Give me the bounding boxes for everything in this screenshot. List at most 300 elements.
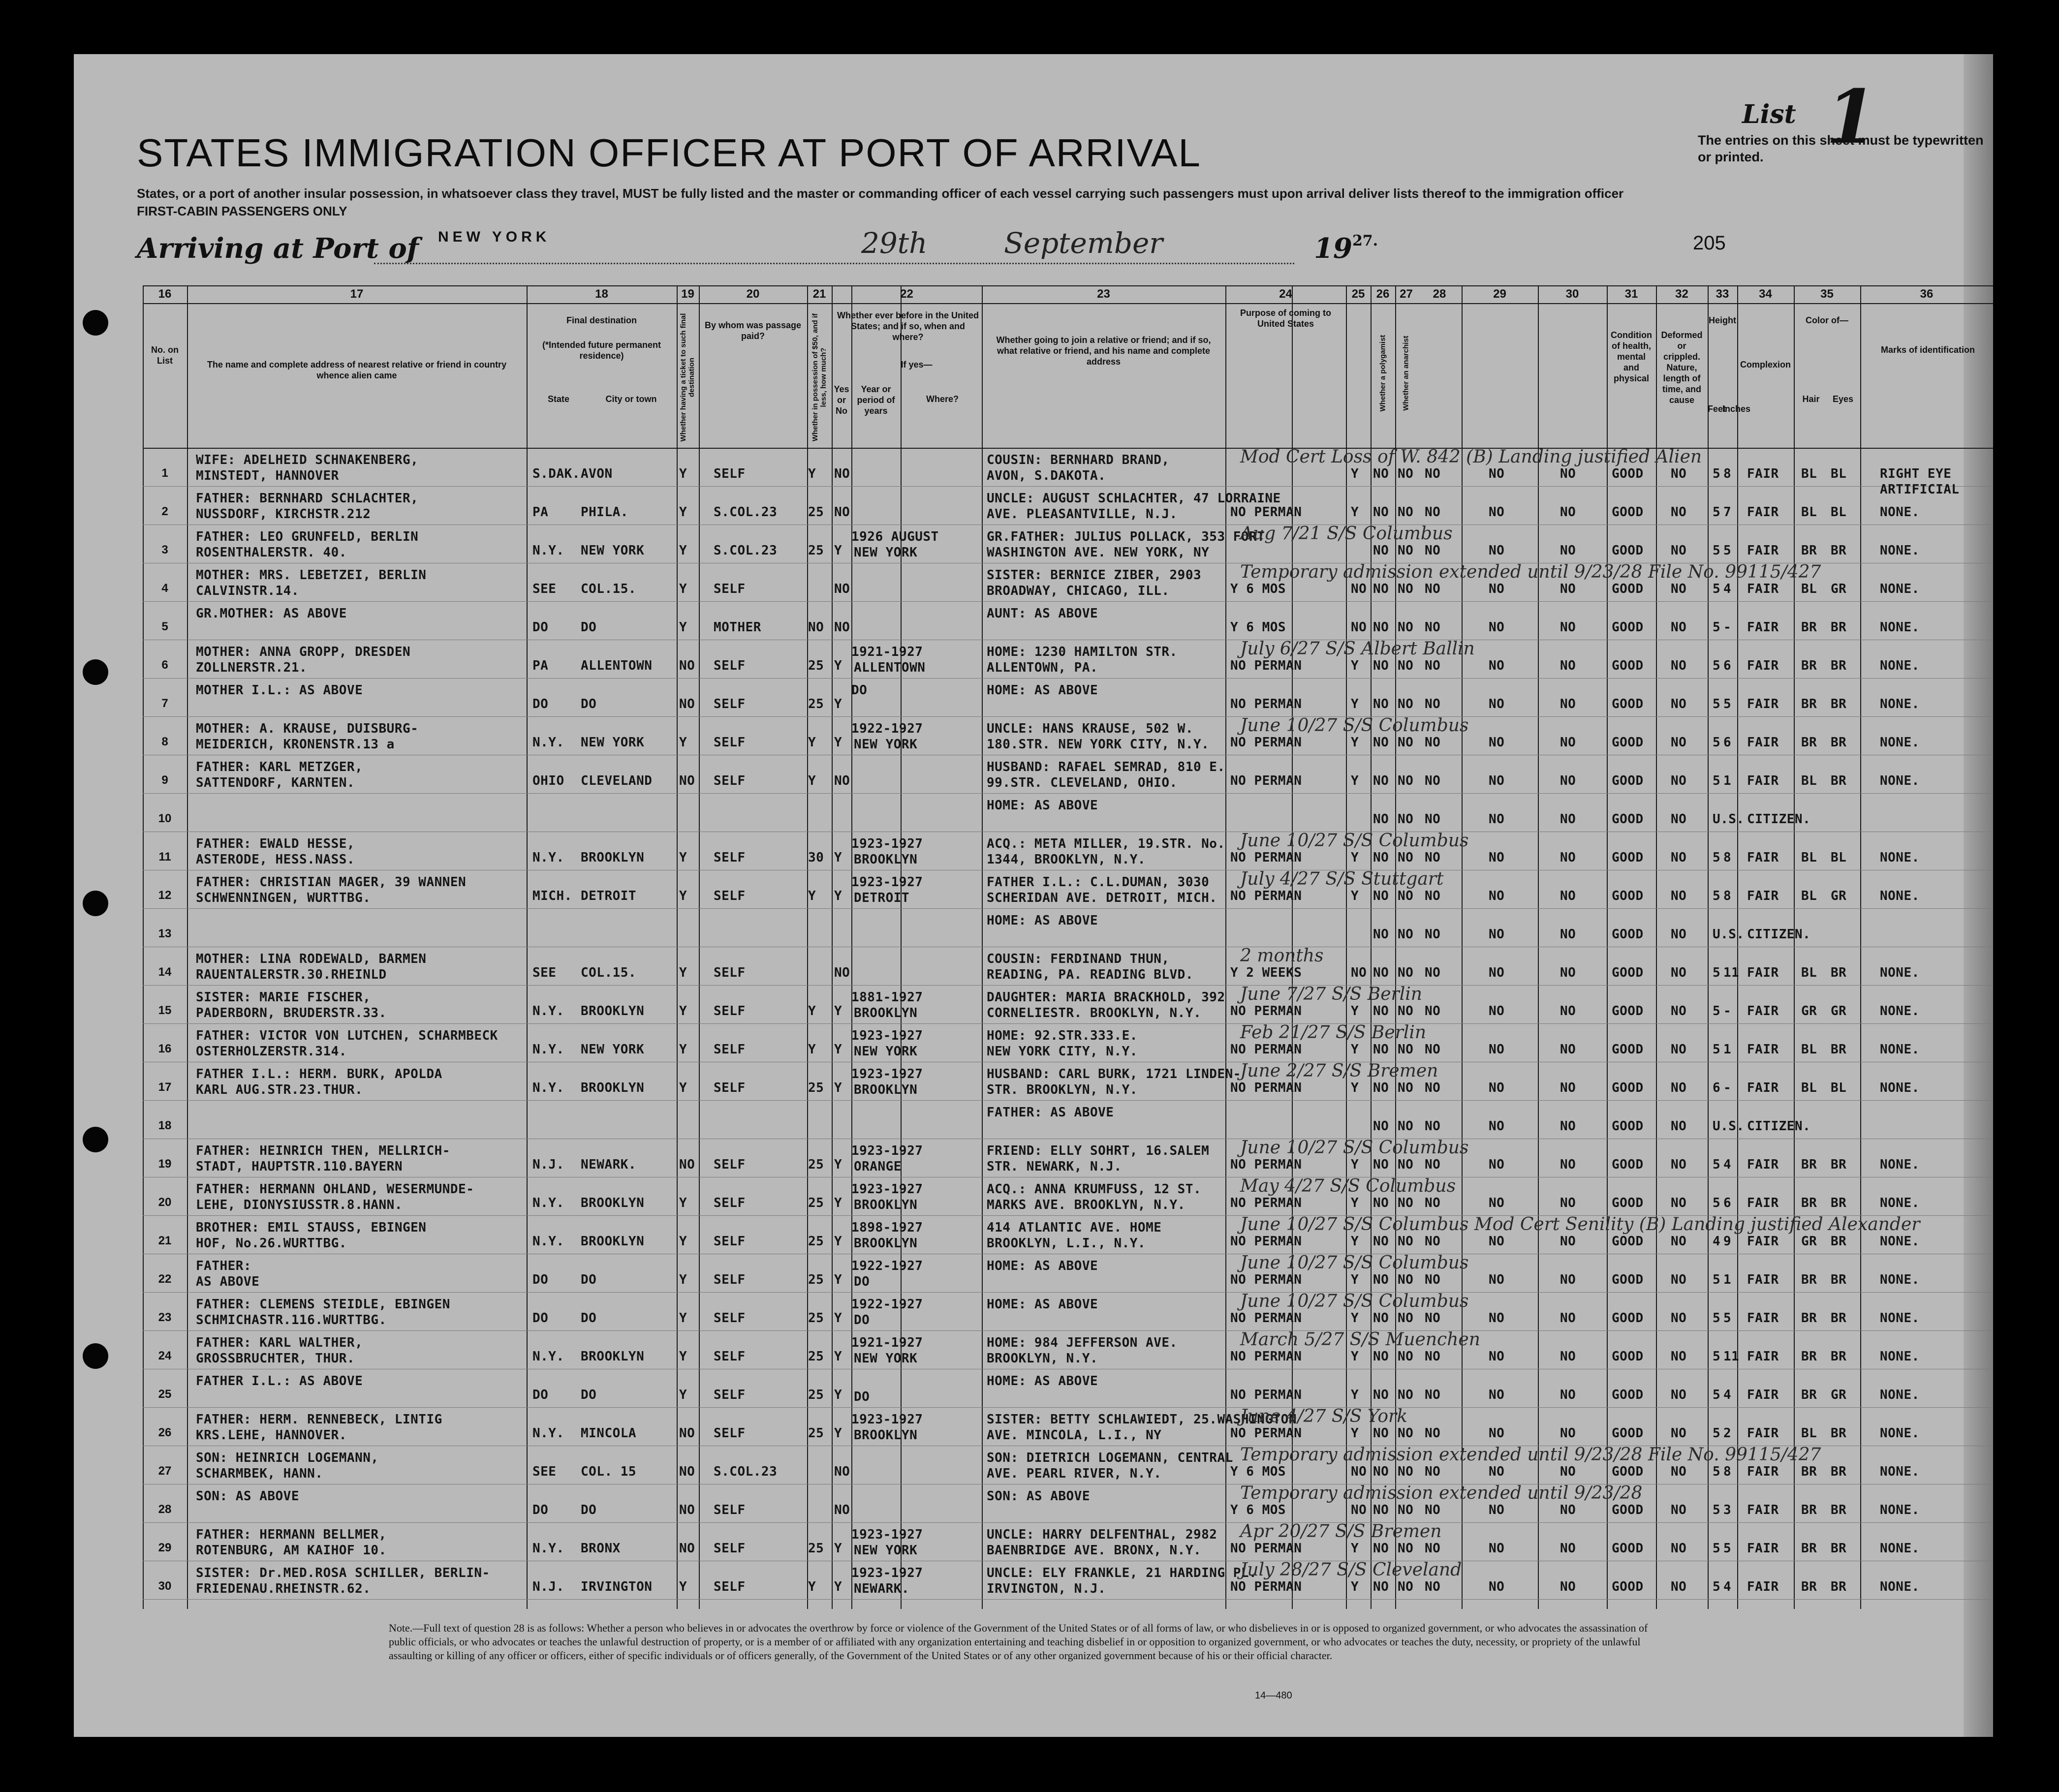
cell-q28: NO	[1425, 850, 1441, 865]
cell-relative-line1: FATHER I.L.: AS ABOVE	[196, 1374, 363, 1389]
cell-ever-before: NO	[834, 582, 850, 596]
row-number: 18	[158, 1119, 172, 1132]
cell-inches: 6	[1723, 1196, 1732, 1210]
header-purpose: Purpose of coming to United States	[1240, 308, 1331, 329]
cell-deformed: NO	[1671, 1388, 1687, 1402]
cell-complexion: FAIR	[1747, 1464, 1779, 1479]
column-divider	[699, 285, 700, 1609]
cell-relative-line1: SISTER: Dr.MED.ROSA SCHILLER, BERLIN-	[196, 1566, 490, 1580]
cell-eyes: BR	[1831, 1196, 1847, 1210]
cell-deformed: NO	[1671, 889, 1687, 903]
cell-joining-line1: COUSIN: BERNHARD BRAND,	[987, 453, 1170, 467]
page-subtitle	[137, 185, 1712, 220]
cell-citizen-intent: Y	[1351, 1349, 1359, 1364]
cell-years: 1923-1927	[851, 1412, 923, 1427]
cell-city: COL.15.	[581, 965, 637, 980]
cell-q29: NO	[1489, 1196, 1505, 1210]
header-inches: Inches	[1722, 404, 1751, 414]
cell-inches: 4	[1723, 582, 1732, 596]
cell-inches: 8	[1723, 466, 1732, 481]
cell-stay: NO PERMAN	[1230, 1234, 1302, 1249]
cell-q30: NO	[1560, 1426, 1576, 1441]
row-number: 13	[158, 927, 172, 940]
cell-polygamist: NO	[1373, 1196, 1389, 1210]
cell-years: 1923-1927	[851, 1067, 923, 1081]
cell-anarchist: NO	[1398, 1272, 1414, 1287]
cell-inches: 8	[1723, 1464, 1732, 1479]
header-marks: Marks of identification	[1880, 345, 1975, 355]
cell-state: DO	[532, 620, 549, 635]
cell-joining-line2: NEW YORK CITY, N.Y.	[987, 1044, 1138, 1059]
cell-deformed: NO	[1671, 582, 1687, 596]
header-yes-no: Yes or No	[834, 384, 849, 416]
cell-anarchist: NO	[1398, 927, 1414, 942]
cell-ticket: Y	[679, 582, 687, 596]
cell-health: GOOD	[1612, 1349, 1644, 1364]
cell-q28: NO	[1425, 1503, 1441, 1517]
cell-health: GOOD	[1612, 773, 1644, 788]
cell-relative-line2: LEHE, DIONYSIUSSTR.8.HANN.	[196, 1198, 403, 1212]
cell-ever-before: Y	[834, 1541, 842, 1556]
row-rule	[143, 1023, 1993, 1024]
cell-citizen-intent: Y	[1351, 1272, 1359, 1287]
cell-relative-line2: RAUENTALERSTR.30.RHEINLD	[196, 967, 387, 982]
row-rule	[143, 1599, 1993, 1600]
cell-relative-line2: CALVINSTR.14.	[196, 584, 299, 598]
row-rule	[143, 1292, 1993, 1293]
row-number: 16	[158, 1042, 172, 1055]
cell-stay: NO PERMAN	[1230, 658, 1302, 673]
cell-complexion: FAIR	[1747, 466, 1779, 481]
column-number: 19	[681, 287, 694, 301]
cell-state: N.J.	[532, 1579, 564, 1594]
cell-hair: BR	[1801, 1311, 1817, 1326]
cell-complexion: FAIR	[1747, 965, 1779, 980]
cell-health: GOOD	[1612, 1464, 1644, 1479]
column-divider	[1538, 285, 1539, 1609]
cell-ever-before: Y	[834, 850, 842, 865]
cell-where: BROOKLYN	[854, 1082, 918, 1097]
cell-joining-line2: CORNELIESTR. BROOKLYN, N.Y.	[987, 1006, 1202, 1020]
cell-marks: NONE.	[1880, 889, 1920, 903]
cell-q30: NO	[1560, 812, 1576, 827]
manifest-sheet	[74, 54, 1993, 1737]
cell-state: N.Y.	[532, 735, 564, 750]
cell-polygamist: NO	[1373, 965, 1389, 980]
subtitle-text: States, or a port of another insular possession, in whatsoever class they travel, MUST be fully listed and the master or commanding officer of each vessel carrying such passengers must upon arrival deliver lists thereof to the immigration officer	[137, 186, 1624, 201]
column-divider	[851, 285, 852, 1609]
cell-years: 1923-1927	[851, 875, 923, 890]
cell-inches: 1	[1723, 1272, 1732, 1287]
cell-joining-line2: AVON, S.DAKOTA.	[987, 468, 1106, 483]
cell-joining-line2: AVE. PLEASANTVILLE, N.J.	[987, 507, 1178, 522]
cell-deformed: NO	[1671, 1464, 1687, 1479]
cell-eyes: BR	[1831, 1349, 1847, 1364]
cell-city: DO	[581, 1311, 597, 1326]
cell-money: Y	[808, 889, 816, 903]
cell-q29: NO	[1489, 1426, 1505, 1441]
cell-relative-line1: WIFE: ADELHEID SCHNAKENBERG,	[196, 453, 419, 467]
cell-anarchist: NO	[1398, 505, 1414, 520]
cell-joining-line1: ACQ.: META MILLER, 19.STR. No.	[987, 836, 1225, 851]
cell-stay: Y 6 MOS	[1230, 620, 1286, 635]
cell-hair: BR	[1801, 1349, 1817, 1364]
cell-ticket: Y	[679, 1579, 687, 1594]
cell-anarchist: NO	[1398, 1579, 1414, 1594]
column-divider	[832, 285, 833, 1609]
cell-q29: NO	[1489, 1464, 1505, 1479]
cell-marks: NONE.	[1880, 1157, 1920, 1172]
cell-inches: 2	[1723, 1426, 1732, 1441]
cell-hair: BR	[1801, 1196, 1817, 1210]
cell-state: DO	[532, 697, 549, 711]
cell-feet: 5	[1713, 1196, 1721, 1210]
column-number: 16	[158, 287, 172, 301]
cell-ticket: Y	[679, 1004, 687, 1019]
cell-stay: NO PERMAN	[1230, 850, 1302, 865]
cell-passage-paid: SELF	[714, 1541, 746, 1556]
column-divider	[1656, 285, 1657, 1609]
cell-citizen-intent: Y	[1351, 505, 1359, 520]
cell-citizen-intent: Y	[1351, 1196, 1359, 1210]
cell-q28: NO	[1425, 927, 1441, 942]
cell-q30: NO	[1560, 658, 1576, 673]
port-line	[374, 263, 1294, 264]
cell-inches: 4	[1723, 1388, 1732, 1402]
handwritten-annotation: June 10/27 S/S Columbus	[1240, 715, 1469, 736]
cell-health: GOOD	[1612, 889, 1644, 903]
cell-deformed: NO	[1671, 1234, 1687, 1249]
cell-marks: NONE.	[1880, 658, 1920, 673]
cell-q29: NO	[1489, 543, 1505, 558]
cell-polygamist: NO	[1373, 1081, 1389, 1095]
cell-joining-line2: STR. BROOKLYN, N.Y.	[987, 1082, 1138, 1097]
cell-state: N.Y.	[532, 1042, 564, 1057]
cell-relative-line1: MOTHER I.L.: AS ABOVE	[196, 683, 363, 698]
cell-inches: 3	[1723, 1503, 1732, 1517]
cell-health: GOOD	[1612, 466, 1644, 481]
cell-ever-before: Y	[834, 1081, 842, 1095]
cell-state: DO	[532, 1272, 549, 1287]
column-divider	[677, 285, 678, 1609]
cell-marks: NONE.	[1880, 505, 1920, 520]
cell-polygamist: NO	[1373, 1388, 1389, 1402]
cell-joining-line1: FATHER: AS ABOVE	[987, 1105, 1114, 1120]
cell-state: PA	[532, 505, 549, 520]
cell-inches: 8	[1723, 850, 1732, 865]
cell-money: 25	[808, 505, 824, 520]
header-where: Where?	[926, 394, 959, 404]
cell-inches: -	[1723, 1004, 1732, 1019]
cell-passage-paid: SELF	[714, 735, 746, 750]
cell-where: NEW YORK	[854, 545, 918, 560]
cell-years: 1921-1927	[851, 1335, 923, 1350]
cell-ticket: Y	[679, 505, 687, 520]
cell-deformed: NO	[1671, 1081, 1687, 1095]
cell-passage-paid: SELF	[714, 850, 746, 865]
cell-joining-line1: HUSBAND: RAFAEL SEMRAD, 810 E.	[987, 760, 1225, 774]
cell-q29: NO	[1489, 697, 1505, 711]
cell-ticket: Y	[679, 735, 687, 750]
cell-citizen-intent: Y	[1351, 889, 1359, 903]
cell-q28: NO	[1425, 812, 1441, 827]
cell-joining-line1: UNCLE: HARRY DELFENTHAL, 2982	[987, 1527, 1217, 1542]
cell-deformed: NO	[1671, 1541, 1687, 1556]
cell-citizen-intent: Y	[1351, 1081, 1359, 1095]
cell-passage-paid: MOTHER	[714, 620, 761, 635]
handwritten-annotation: June 10/27 S/S Columbus	[1240, 1253, 1469, 1273]
cell-complexion: FAIR	[1747, 620, 1779, 635]
cell-relative-line2: MINSTEDT, HANNOVER	[196, 468, 339, 483]
cell-inches: 5	[1723, 697, 1732, 711]
cell-passage-paid: SELF	[714, 1081, 746, 1095]
cell-anarchist: NO	[1398, 658, 1414, 673]
cell-relative-line1: SON: AS ABOVE	[196, 1489, 299, 1504]
punch-hole	[83, 891, 108, 916]
cell-eyes: GR	[1831, 1004, 1847, 1019]
cell-complexion: FAIR	[1747, 889, 1779, 903]
cell-eyes: BR	[1831, 620, 1847, 635]
cell-eyes: BR	[1831, 1234, 1847, 1249]
cell-q28: NO	[1425, 620, 1441, 635]
column-divider	[1737, 285, 1738, 1609]
header-ticket: Whether having a ticket to such final destination	[679, 313, 696, 442]
column-number: 29	[1493, 287, 1506, 301]
cell-complexion: CITIZEN.	[1747, 927, 1811, 942]
column-number: 22	[900, 287, 913, 301]
cell-joining-line1: SISTER: BERNICE ZIBER, 2903	[987, 568, 1202, 583]
cell-q30: NO	[1560, 1388, 1576, 1402]
cell-years: DO	[851, 683, 868, 698]
cell-feet: 5	[1713, 1464, 1721, 1479]
cell-complexion: FAIR	[1747, 1388, 1779, 1402]
cell-marks: NONE.	[1880, 1503, 1920, 1517]
cell-where: DO	[854, 1313, 870, 1328]
cell-q29: NO	[1489, 1541, 1505, 1556]
cell-health: GOOD	[1612, 505, 1644, 520]
cell-city: BROOKLYN	[581, 1004, 645, 1019]
cell-citizen-intent: Y	[1351, 1579, 1359, 1594]
cell-anarchist: NO	[1398, 1388, 1414, 1402]
cell-years: 1898-1927	[851, 1220, 923, 1235]
cell-ever-before: Y	[834, 889, 842, 903]
column-divider	[1462, 285, 1463, 1609]
cell-feet: 5	[1713, 773, 1721, 788]
cell-feet: 5	[1713, 658, 1721, 673]
cell-complexion: FAIR	[1747, 1042, 1779, 1057]
column-number: 27	[1400, 287, 1413, 301]
cell-health: GOOD	[1612, 1388, 1644, 1402]
cell-relative-line2: STADT, HAUPTSTR.110.BAYERN	[196, 1159, 403, 1174]
cell-marks: NONE.	[1880, 1541, 1920, 1556]
cell-marks: NONE.	[1880, 1004, 1920, 1019]
column-number: 31	[1624, 287, 1638, 301]
arriving-label: Arriving at Port of	[137, 232, 419, 265]
row-rule	[143, 716, 1993, 717]
cell-inches: 6	[1723, 658, 1732, 673]
row-number: 21	[158, 1234, 172, 1247]
row-number: 15	[158, 1004, 172, 1017]
cell-q29: NO	[1489, 658, 1505, 673]
cell-q28: NO	[1425, 582, 1441, 596]
cell-joining-line2: READING, PA. READING BLVD.	[987, 967, 1193, 982]
cell-ticket: Y	[679, 1311, 687, 1326]
cell-health: GOOD	[1612, 1119, 1644, 1134]
cell-stay: NO PERMAN	[1230, 735, 1302, 750]
cell-passage-paid: SELF	[714, 1349, 746, 1364]
cell-joining-line1: HOME: AS ABOVE	[987, 1374, 1098, 1389]
cell-money: 25	[808, 1541, 824, 1556]
cell-polygamist: NO	[1373, 850, 1389, 865]
row-number: 19	[158, 1157, 172, 1171]
cell-inches: 8	[1723, 889, 1732, 903]
cell-ticket: Y	[679, 850, 687, 865]
row-number: 2	[161, 505, 168, 518]
page-title: STATES IMMIGRATION OFFICER AT PORT OF ARRIVAL	[137, 131, 1201, 175]
cell-q30: NO	[1560, 1004, 1576, 1019]
cell-feet: U.S.	[1713, 927, 1745, 942]
cell-joining-line1: HOME: 1230 HAMILTON STR.	[987, 645, 1178, 659]
cell-money: 30	[808, 850, 824, 865]
handwritten-annotation: 2 months	[1240, 946, 1324, 966]
colnum-rule	[143, 303, 1993, 304]
cell-stay: NO PERMAN	[1230, 1272, 1302, 1287]
cell-anarchist: NO	[1398, 850, 1414, 865]
handwritten-annotation: March 5/27 S/S Muenchen	[1240, 1329, 1480, 1350]
cell-ticket: NO	[679, 1464, 695, 1479]
cell-q28: NO	[1425, 1311, 1441, 1326]
cell-citizen-intent: Y	[1351, 1541, 1359, 1556]
cell-hair: GR	[1801, 1234, 1817, 1249]
cell-relative-line2: HOF, No.26.WURTTBG.	[196, 1236, 347, 1251]
cell-feet: 5	[1713, 1426, 1721, 1441]
cell-q30: NO	[1560, 620, 1576, 635]
cell-health: GOOD	[1612, 965, 1644, 980]
cell-eyes: GR	[1831, 1388, 1847, 1402]
cell-state: N.Y.	[532, 1081, 564, 1095]
cell-ever-before: Y	[834, 697, 842, 711]
cell-relative-line1: FATHER: KARL METZGER,	[196, 760, 363, 774]
cell-relative-line1: FATHER: CHRISTIAN MAGER, 39 WANNEN	[196, 875, 467, 890]
cell-stay: NO PERMAN	[1230, 1311, 1302, 1326]
cell-where: NEW YORK	[854, 1351, 918, 1366]
cell-city: DO	[581, 1388, 597, 1402]
cell-q29: NO	[1489, 927, 1505, 942]
cell-marks: NONE.	[1880, 773, 1920, 788]
cell-health: GOOD	[1612, 543, 1644, 558]
cell-passage-paid: S.COL.23	[714, 543, 778, 558]
cell-city: BROOKLYN	[581, 1196, 645, 1210]
cell-complexion: CITIZEN.	[1747, 1119, 1811, 1134]
header-condition: Condition of health, mental and physical	[1611, 330, 1652, 383]
cell-hair: BR	[1801, 1388, 1817, 1402]
cell-marks: NONE.	[1880, 1272, 1920, 1287]
cell-deformed: NO	[1671, 505, 1687, 520]
cell-health: GOOD	[1612, 1272, 1644, 1287]
cell-hair: BL	[1801, 466, 1817, 481]
cell-feet: 5	[1713, 1157, 1721, 1172]
cell-hair: BR	[1801, 1579, 1817, 1594]
cell-q28: NO	[1425, 1426, 1441, 1441]
cell-ticket: NO	[679, 1157, 695, 1172]
handwritten-annotation: May 4/27 S/S Columbus	[1240, 1176, 1456, 1196]
cell-where: BROOKLYN	[854, 1198, 918, 1212]
cell-years: 1921-1927	[851, 645, 923, 659]
cell-state: SEE	[532, 965, 557, 980]
cell-marks: NONE.	[1880, 582, 1920, 596]
cell-q30: NO	[1560, 1503, 1576, 1517]
column-divider	[1794, 285, 1795, 1609]
table-top-rule	[143, 285, 1993, 286]
cell-years: 1922-1927	[851, 721, 923, 736]
header-color-of: Color of—	[1806, 315, 1848, 325]
row-number: 14	[158, 965, 172, 979]
cell-joining-line1: HOME: AS ABOVE	[987, 683, 1098, 698]
cell-joining-line2: WASHINGTON AVE. NEW YORK, NY	[987, 545, 1210, 560]
cell-q30: NO	[1560, 965, 1576, 980]
header-anarchist: Whether an anarchist	[1402, 336, 1410, 411]
cell-q28: NO	[1425, 1157, 1441, 1172]
cell-q30: NO	[1560, 927, 1576, 942]
cell-relative-line2: PADERBORN, BRUDERSTR.33.	[196, 1006, 387, 1020]
cell-ever-before: Y	[834, 735, 842, 750]
cell-polygamist: NO	[1373, 1042, 1389, 1057]
cell-marks: NONE.	[1880, 620, 1920, 635]
cell-passage-paid: SELF	[714, 1004, 746, 1019]
cell-feet: 5	[1713, 1042, 1721, 1057]
cell-years: 1923-1927	[851, 1143, 923, 1158]
cell-city: ALLENTOWN	[581, 658, 653, 673]
cell-deformed: NO	[1671, 1426, 1687, 1441]
cell-money: Y	[808, 1579, 816, 1594]
cell-relative-line1: FATHER: HERMANN OHLAND, WESERMUNDE-	[196, 1182, 474, 1197]
cell-state: N.Y.	[532, 850, 564, 865]
cell-inches: 5	[1723, 1541, 1732, 1556]
cell-eyes: BL	[1831, 1081, 1847, 1095]
cell-q30: NO	[1560, 1349, 1576, 1364]
cell-city: DO	[581, 697, 597, 711]
cell-polygamist: NO	[1373, 1349, 1389, 1364]
cell-feet: 5	[1713, 697, 1721, 711]
cell-polygamist: NO	[1373, 1426, 1389, 1441]
cell-relative-line1: FATHER: KARL WALTHER,	[196, 1335, 363, 1350]
cell-complexion: FAIR	[1747, 1081, 1779, 1095]
header-city: City or town	[605, 394, 657, 404]
cell-ticket: Y	[679, 1388, 687, 1402]
cell-joining-line1: FATHER I.L.: C.L.DUMAN, 3030	[987, 875, 1210, 890]
cell-joining-line1: FRIEND: ELLY SOHRT, 16.SALEM	[987, 1143, 1210, 1158]
handwritten-annotation: Feb 21/27 S/S Berlin	[1240, 1022, 1427, 1043]
cell-hair: BR	[1801, 620, 1817, 635]
cell-citizen-intent: NO	[1351, 965, 1367, 980]
cell-relative-line1: MOTHER: ANNA GROPP, DRESDEN	[196, 645, 411, 659]
cell-q29: NO	[1489, 1311, 1505, 1326]
cell-state: S.DAK.	[532, 466, 580, 481]
cell-eyes: BL	[1831, 466, 1847, 481]
cell-relative-line1: MOTHER: LINA RODEWALD, BARMEN	[196, 952, 427, 966]
column-number: 36	[1920, 287, 1934, 301]
cell-q30: NO	[1560, 697, 1576, 711]
cell-citizen-intent: Y	[1351, 466, 1359, 481]
cell-money: NO	[808, 620, 824, 635]
cell-ticket: Y	[679, 1081, 687, 1095]
cell-inches: -	[1723, 1081, 1732, 1095]
cell-ticket: NO	[679, 1503, 695, 1517]
cell-relative-line2: NUSSDORF, KIRCHSTR.212	[196, 507, 371, 522]
cell-city: BRONX	[581, 1541, 621, 1556]
cell-years: 1923-1927	[851, 1527, 923, 1542]
cell-marks: NONE.	[1880, 965, 1920, 980]
